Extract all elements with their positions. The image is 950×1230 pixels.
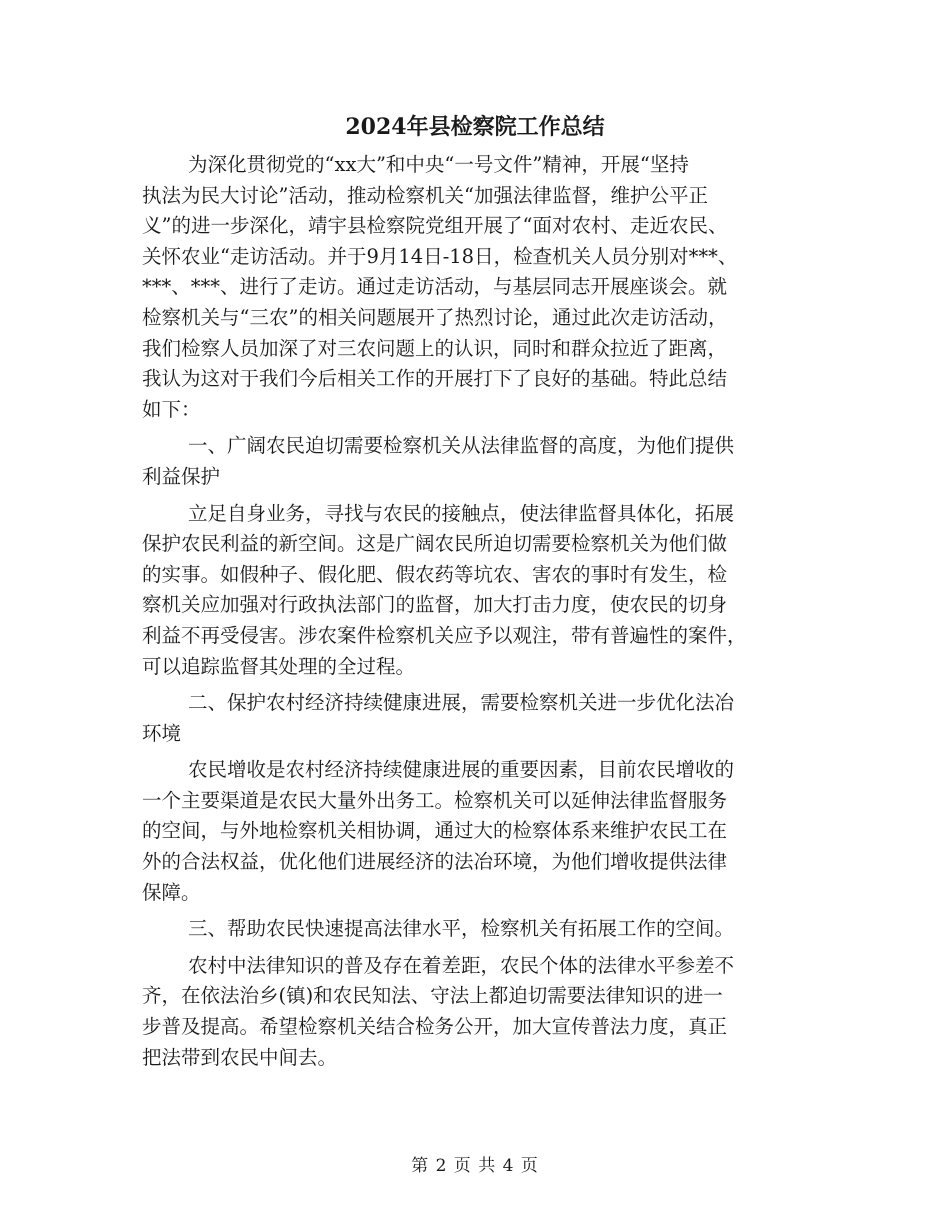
text-line: 检察机关与“三农”的相关问题展开了热烈讨论，通过此次走访活动， bbox=[142, 305, 728, 329]
text-line: 一个主要渠道是农民大量外出务工。检察机关可以延伸法律监督服务 bbox=[142, 788, 728, 812]
section-3-body bbox=[142, 951, 808, 1073]
text-line: 执法为民大讨论”活动，推动检察机关“加强法律监督，维护公平正 bbox=[142, 183, 708, 207]
text-line: 一、广阔农民迫切需要检察机关从法律监督的高度，为他们提供 bbox=[188, 434, 735, 458]
text-line: 外的合法权益，优化他们进展经济的法冶环境，为他们增收提供法律 bbox=[142, 850, 728, 874]
text-line: 农村中法律知识的普及存在着差距，农民个体的法律水平参差不 bbox=[188, 953, 735, 977]
section-2-body bbox=[142, 755, 808, 908]
section-3-heading bbox=[142, 914, 808, 945]
text-line: 如下： bbox=[142, 397, 201, 421]
text-line: 齐，在依法治乡(镇)和农民知法、守法上都迫切需要法律知识的进一 bbox=[142, 984, 723, 1008]
text-line: 保护农民利益的新空间。这是广阔农民所迫切需要检察机关为他们做 bbox=[142, 532, 728, 556]
text-line: 三、帮助农民快速提高法律水平，检察机关有拓展工作的空间。 bbox=[188, 917, 735, 941]
text-line: 把法带到农民中间去。 bbox=[142, 1045, 338, 1069]
section-1-heading bbox=[142, 431, 808, 492]
text-line: 的实事。如假种子、假化肥、假农药等坑农、害农的事时有发生，检 bbox=[142, 562, 728, 586]
text-line: 保障。 bbox=[142, 880, 201, 904]
text-line: 为深化贯彻党的“xx大”和中央“一号文件”精神，开展“坚持 bbox=[188, 153, 689, 176]
text-line: 环境 bbox=[142, 721, 182, 745]
text-line: 二、保护农村经济持续健康进展，需要检察机关进一步优化法冶 bbox=[188, 691, 735, 715]
document-body bbox=[142, 150, 808, 1073]
text-line: 步普及提高。希望检察机关结合检务公开，加大宣传普法力度，真正 bbox=[142, 1015, 728, 1039]
section-2-heading bbox=[142, 688, 808, 749]
text-line: 察机关应加强对行政执法部门的监督，加大打击力度，使农民的切身 bbox=[142, 593, 728, 617]
text-line: 立足自身业务，寻找与农民的接触点，使法律监督具体化，拓展 bbox=[188, 501, 735, 525]
text-line: 关怀农业“走访活动。并于9月14日-18日，检查机关人员分别对***、 bbox=[142, 244, 738, 268]
intro-paragraph bbox=[142, 150, 808, 425]
text-line: 我认为这对于我们今后相关工作的开展打下了良好的基础。特此总结 bbox=[142, 367, 728, 391]
document-title: 2024年县检察院工作总结 bbox=[345, 114, 605, 140]
text-line: 利益不再受侵害。涉农案件检察机关应予以观注，带有普遍性的案件， bbox=[142, 623, 747, 647]
text-line: 我们检察人员加深了对三农问题上的认识，同时和群众拉近了距离， bbox=[142, 336, 728, 360]
text-line: 义”的进一步深化，靖宇县检察院党组开展了“面对农村、走近农民、 bbox=[142, 214, 728, 238]
text-line: 可以追踪监督其处理的全过程。 bbox=[142, 654, 416, 678]
text-line: 的空间，与外地检察机关相协调，通过大的检察体系来维护农民工在 bbox=[142, 819, 728, 843]
page-footer: 第 2 页 共 4 页 bbox=[411, 1156, 539, 1176]
text-line: 农民增收是农村经济持续健康进展的重要因素，目前农民增收的 bbox=[188, 758, 735, 782]
section-1-body bbox=[142, 499, 808, 683]
text-line: 利益保护 bbox=[142, 464, 221, 488]
text-line: ***、***、进行了走访。通过走访活动，与基层同志开展座谈会。就 bbox=[142, 275, 728, 299]
